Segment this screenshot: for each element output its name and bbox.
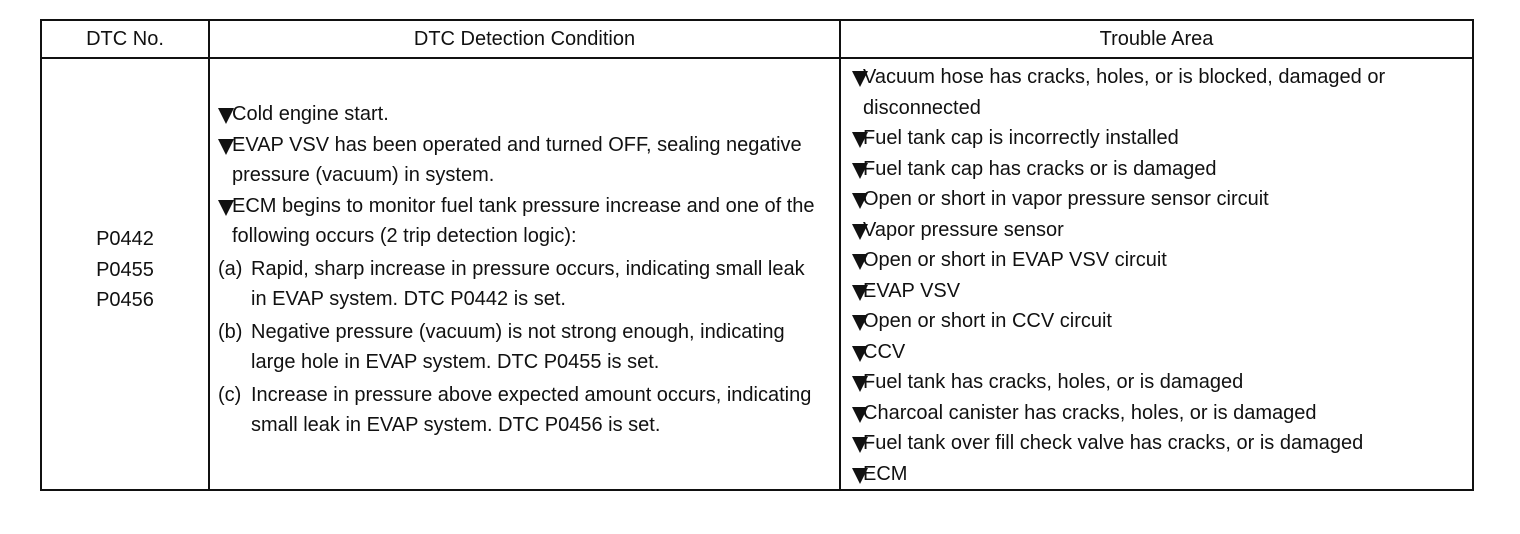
condition-text: ECM begins to monitor fuel tank pressure increase and one of the following occurs (2 trip detection logic): [232,194,815,248]
header-row [41,20,1473,58]
trouble-area-item [852,367,1452,398]
sub-item-text: Negative pressure (vacuum) is not strong enough, indicating large hole in EVAP system. DTC P0455 is set. [251,320,785,374]
condition-sub-item [218,254,817,315]
trouble-area-item [852,459,1452,490]
condition-item [218,191,817,252]
trouble-area-text: Fuel tank over fill check valve has cracks, or is damaged [863,432,1364,454]
trouble-area-item [852,276,1452,307]
dtc-code: P0442 [96,228,154,251]
dtc-code: P0455 [96,258,154,281]
sub-item-text: Rapid, sharp increase in pressure occurs, indicating small leak in EVAP system. DTC P0442 is set. [251,257,805,311]
trouble-area-item [852,245,1452,276]
triangle-bullet-icon [852,315,868,331]
trouble-area-text: CCV [863,340,906,363]
triangle-bullet-icon [852,407,868,423]
trouble-area-item [852,428,1452,459]
trouble-area-item [852,123,1452,154]
trouble-area-item [852,62,1452,123]
triangle-bullet-icon [852,437,868,453]
header-detection-condition: DTC Detection Condition [209,20,840,58]
dtc-code: P0456 [96,289,154,312]
condition-sub-item [218,380,817,441]
sub-item-text: Increase in pressure above expected amount occurs, indicating small leak in EVAP system. DTC P0456 is set. [251,383,812,437]
header-trouble-area: Trouble Area [840,20,1473,58]
trouble-area-text: Open or short in vapor pressure sensor circuit [863,188,1269,210]
triangle-bullet-icon [852,132,868,148]
triangle-bullet-icon [852,163,868,179]
triangle-bullet-icon [852,71,868,87]
trouble-area-cell [840,58,1473,490]
trouble-area-item [852,337,1452,368]
trouble-area-item [852,306,1452,337]
condition-item [218,130,817,191]
triangle-bullet-icon [852,285,868,301]
triangle-bullet-icon [218,200,234,216]
condition-item [218,99,817,130]
trouble-area-text: Fuel tank has cracks, holes, or is damaged [863,371,1244,393]
trouble-area-item [852,398,1452,429]
triangle-bullet-icon [852,346,868,362]
trouble-area-text: Open or short in CCV circuit [863,310,1112,332]
trouble-area-item [852,184,1452,215]
triangle-bullet-icon [218,139,234,155]
trouble-area-text: EVAP VSV [863,279,961,302]
header-dtc-no: DTC No. [41,20,209,58]
sub-item-marker: (b) [218,320,243,343]
trouble-area-item [852,154,1452,185]
sub-item-marker: (a) [218,257,243,280]
trouble-area-text: Fuel tank cap is incorrectly installed [863,127,1179,149]
condition-text: EVAP VSV has been operated and turned OFF, sealing negative pressure (vacuum) in system. [232,133,802,187]
dtc-table [40,19,1474,491]
triangle-bullet-icon [852,193,868,209]
triangle-bullet-icon [852,224,868,240]
triangle-bullet-icon [852,468,868,484]
trouble-area-text: Vacuum hose has cracks, holes, or is blocked, damaged or disconnected [863,66,1386,119]
detection-condition-cell [209,58,840,490]
trouble-area-text: Open or short in EVAP VSV circuit [863,249,1167,271]
triangle-bullet-icon [852,254,868,270]
condition-text: Cold engine start. [232,103,389,126]
table-row [41,58,1473,490]
trouble-area-text: Fuel tank cap has cracks or is damaged [863,157,1217,180]
dtc-codes-cell [41,58,209,490]
trouble-area-item [852,215,1452,246]
triangle-bullet-icon [852,376,868,392]
trouble-area-text: Vapor pressure sensor [863,218,1064,241]
trouble-area-text: ECM [863,462,908,485]
sub-item-marker: (c) [218,383,242,406]
trouble-area-text: Charcoal canister has cracks, holes, or is damaged [863,401,1317,424]
triangle-bullet-icon [218,108,234,124]
condition-sub-item [218,317,817,378]
